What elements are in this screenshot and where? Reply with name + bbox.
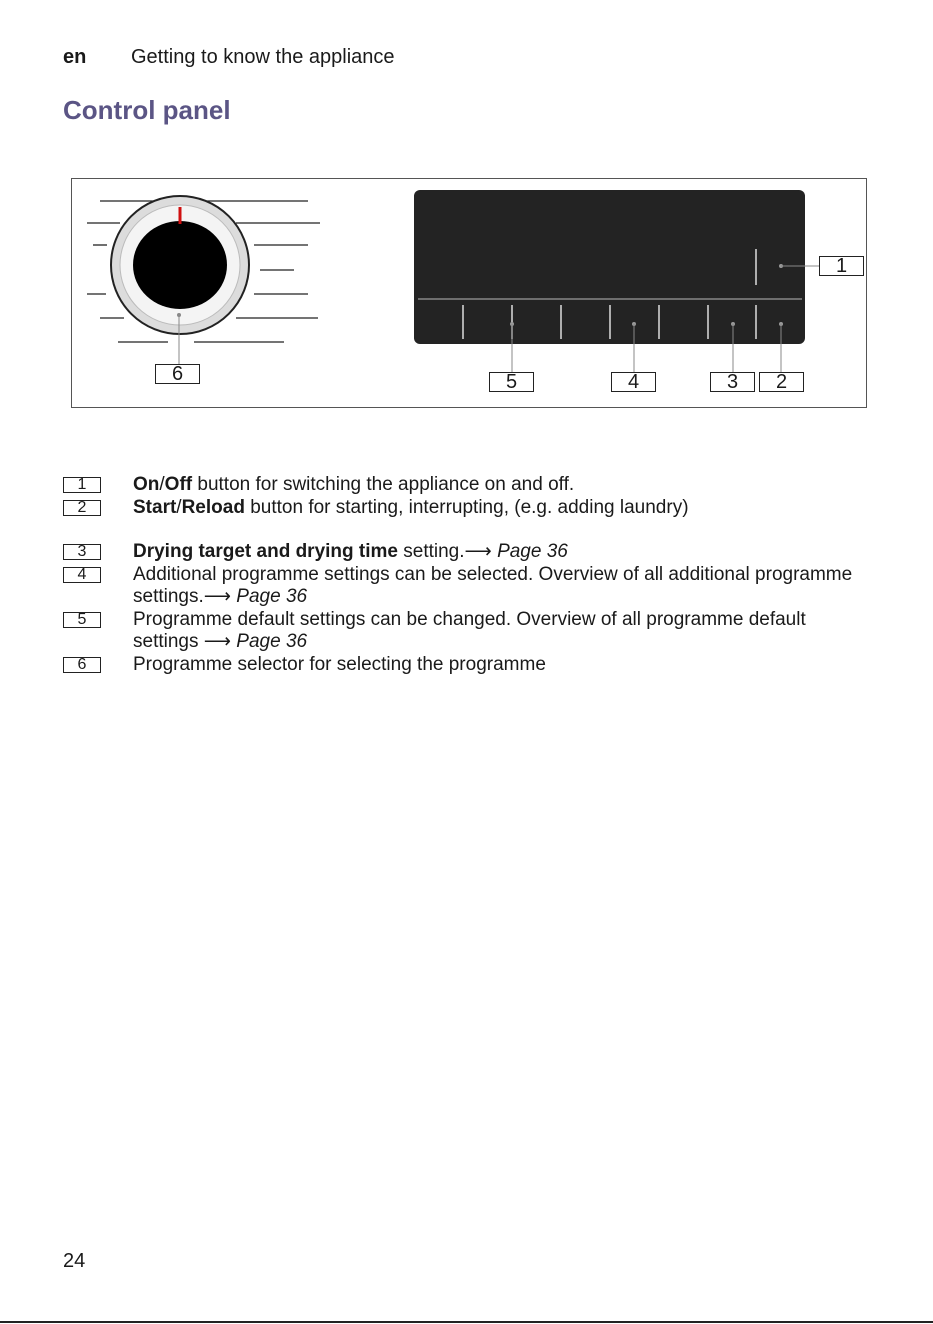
legend-text: Programme selector for selecting the programme	[133, 653, 546, 675]
programme-selector-dial	[111, 196, 249, 365]
legend-bold: Drying target and drying time	[133, 541, 398, 562]
legend-number: 5	[63, 612, 101, 628]
legend-bold: Reload	[181, 496, 245, 518]
legend-text: button for switching the appliance on and off.	[192, 474, 575, 495]
page-reference-link[interactable]: Page 36	[236, 586, 308, 607]
legend-item	[63, 541, 863, 564]
callout-2: 2	[759, 372, 804, 392]
legend-text: Additional programme settings can be selected. Overview of all additional programme settings.	[133, 563, 853, 607]
legend-text: button for starting, interrupting, (e.g. adding laundry)	[244, 496, 689, 518]
legend-text: setting.	[397, 541, 465, 562]
legend-list	[63, 474, 863, 676]
header-language: en	[63, 46, 87, 68]
legend-number: 1	[63, 477, 101, 493]
callout-5: 5	[489, 372, 534, 392]
callout-4: 4	[611, 372, 656, 392]
arrow-icon: ⟶	[203, 586, 232, 607]
arrow-icon: ⟶	[464, 541, 492, 562]
legend-number: 2	[63, 500, 101, 516]
callout-6: 6	[155, 364, 200, 384]
page-number: 24	[63, 1250, 86, 1272]
callout-3: 3	[710, 372, 755, 392]
page-reference-link[interactable]: Page 36	[497, 541, 568, 562]
header-section-title: Getting to know the appliance	[131, 46, 395, 68]
legend-sep: /	[159, 474, 165, 495]
arrow-icon: ⟶	[203, 631, 232, 652]
legend-sep: /	[176, 496, 182, 518]
legend-bold: On	[133, 474, 160, 495]
legend-bold: Start	[133, 496, 177, 518]
legend-item	[63, 654, 863, 677]
legend-item	[63, 564, 863, 609]
legend-item	[63, 609, 863, 654]
legend-bold: Off	[164, 474, 193, 495]
bottom-rule	[0, 1321, 933, 1323]
legend-text: Programme default settings can be changed. Overview of all programme default settings	[133, 608, 806, 652]
callout-1: 1	[819, 256, 864, 276]
page-title: Control panel	[63, 95, 231, 125]
page-reference-link[interactable]: Page 36	[236, 631, 308, 652]
legend-number: 6	[63, 657, 101, 673]
legend-item	[63, 474, 863, 497]
legend-number: 3	[63, 544, 101, 560]
display-panel	[414, 190, 819, 373]
legend-item	[63, 497, 863, 520]
control-panel-figure	[71, 178, 867, 408]
legend-number: 4	[63, 567, 101, 583]
